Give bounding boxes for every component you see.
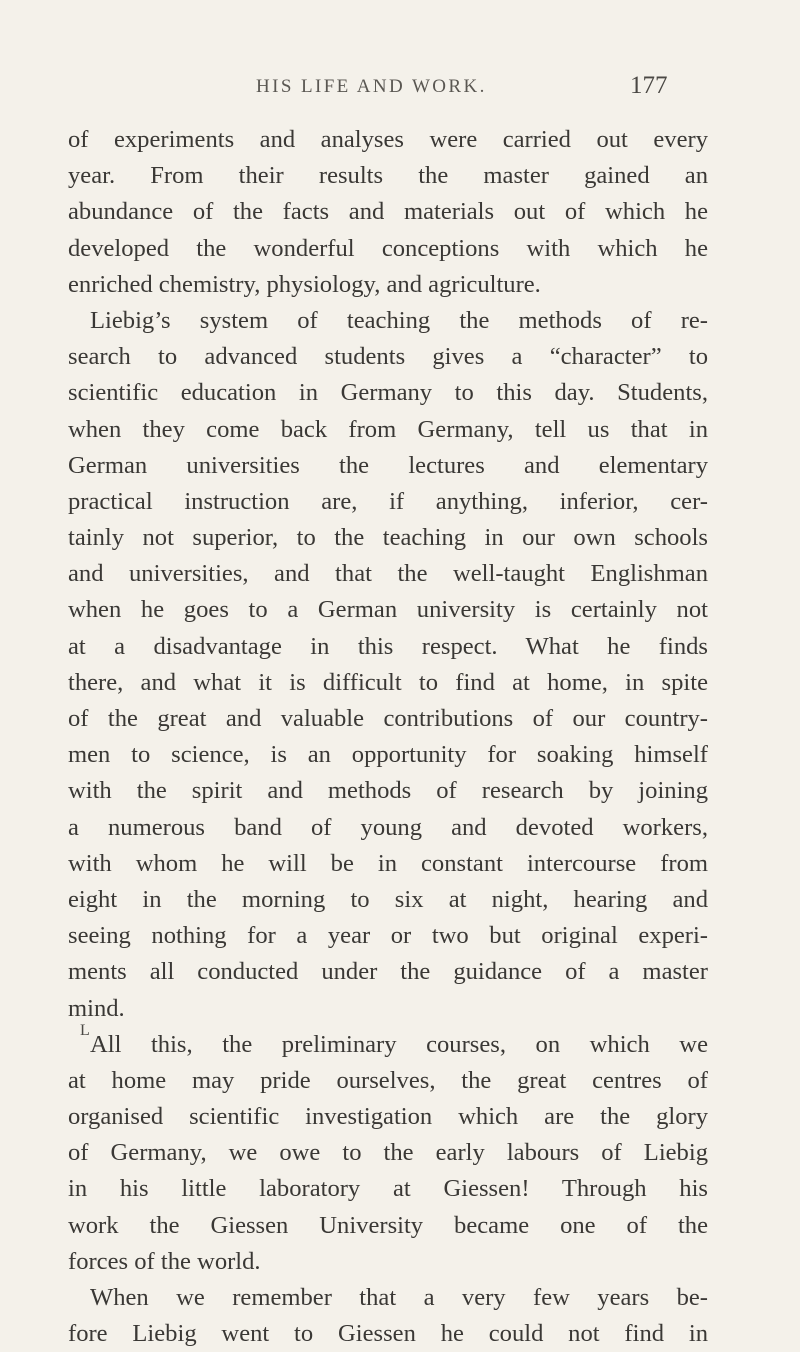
- page-number: 177: [630, 72, 668, 99]
- text-line: ments all conducted under the guidance of a master: [68, 958, 708, 986]
- text-line: organised scientific investigation which are the glory: [68, 1103, 708, 1131]
- text-line: All this, the preliminary courses, on which we: [90, 1030, 708, 1058]
- text-line: mind.: [68, 994, 125, 1022]
- text-line: tainly not superior, to the teaching in our own schools: [68, 524, 708, 552]
- text-line: abundance of the facts and materials out of which he: [68, 198, 708, 226]
- text-line: eight in the morning to six at night, hearing and: [68, 885, 708, 913]
- text-line: with the spirit and methods of research by joining: [68, 777, 708, 805]
- text-line: a numerous band of young and devoted workers,: [68, 813, 708, 841]
- text-line: German universities the lectures and elementary: [68, 451, 708, 479]
- text-line: year. From their results the master gained an: [68, 162, 708, 190]
- body-text: [68, 122, 708, 1352]
- text-line: developed the wonderful conceptions with which he: [68, 234, 708, 262]
- text-line: enriched chemistry, physiology, and agriculture.: [68, 270, 541, 298]
- text-line: of Germany, we owe to the early labours of Liebig: [68, 1139, 708, 1167]
- text-line: When we remember that a very few years be-: [90, 1284, 708, 1311]
- text-line: at home may pride ourselves, the great centres of: [68, 1066, 708, 1094]
- text-line: seeing nothing for a year or two but original experi-: [68, 922, 708, 950]
- text-line: of the great and valuable contributions of our country-: [68, 705, 708, 732]
- text-line: scientific education in Germany to this day. Students,: [68, 379, 708, 407]
- text-line: when he goes to a German university is certainly not: [68, 596, 708, 624]
- text-line: practical instruction are, if anything, inferior, cer-: [68, 487, 708, 515]
- text-line: in his little laboratory at Giessen! Through his: [68, 1175, 708, 1203]
- text-line: fore Liebig went to Giessen he could not find in: [68, 1320, 708, 1348]
- text-line: there, and what it is difficult to find at home, in spite: [68, 668, 708, 696]
- text-line: Liebig’s system of teaching the methods of re-: [90, 306, 708, 334]
- text-line: with whom he will be in constant intercourse from: [68, 849, 708, 877]
- running-head: [0, 72, 800, 106]
- text-line: search to advanced students gives a “character” to: [68, 343, 708, 371]
- text-line: forces of the world.: [68, 1247, 261, 1275]
- text-line: of experiments and analyses were carried out every: [68, 126, 708, 153]
- signature-mark: L: [80, 1022, 91, 1039]
- running-title: HIS LIFE AND WORK.: [256, 76, 487, 97]
- text-line: at a disadvantage in this respect. What he finds: [68, 632, 708, 660]
- text-line: and universities, and that the well-taught Englishman: [68, 560, 708, 588]
- text-line: men to science, is an opportunity for soaking himself: [68, 741, 708, 769]
- text-line: when they come back from Germany, tell us that in: [68, 415, 708, 443]
- text-line: work the Giessen University became one of the: [68, 1211, 708, 1239]
